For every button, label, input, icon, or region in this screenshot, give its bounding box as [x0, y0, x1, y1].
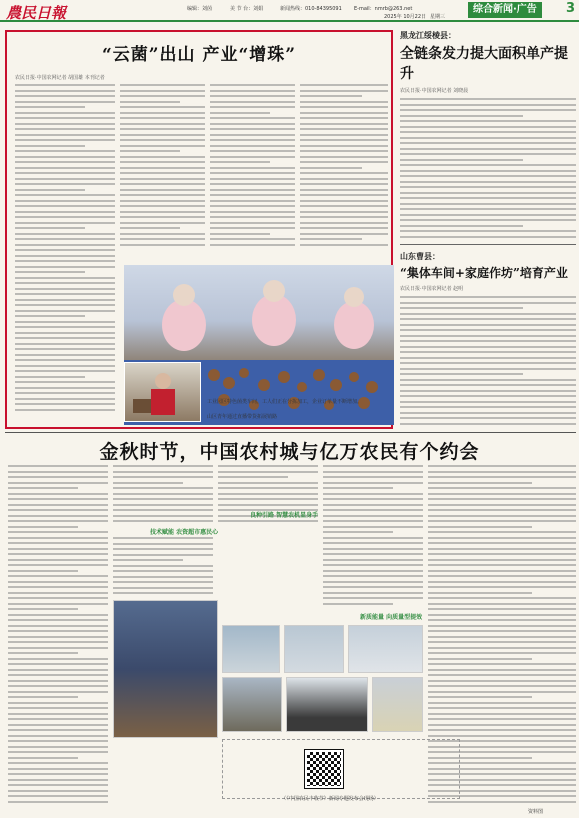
masthead — [0, 0, 579, 22]
footer-credit: 资料图 — [528, 809, 544, 815]
lead-byline: 农民日报·中国农网记者 胡国雄 本刊记者 — [15, 75, 105, 81]
farm-robot-photo — [222, 677, 282, 732]
tracked-vehicle-photo — [286, 677, 368, 732]
story1-kicker: 黑龙江绥棱县： — [400, 30, 456, 40]
subhead-2: 良种引路 智慧农机显身手 — [250, 512, 319, 519]
subhead-3: 新质能量 向质量型提效 — [360, 614, 423, 621]
section-divider — [5, 432, 576, 433]
right-column — [400, 30, 576, 426]
page-number: 3 — [566, 1, 576, 16]
editor-label: 编辑：刘茵 — [187, 6, 213, 12]
lead-text-col-4 — [300, 84, 388, 254]
story2-byline: 农民日报·中国农网记者 赵明 — [400, 286, 464, 292]
exhibit-photo-3 — [348, 625, 423, 673]
lead-text-col-2 — [120, 84, 205, 254]
lead-headline: “云菌”出山 产业“增珠” — [101, 45, 297, 65]
lead-article — [5, 30, 393, 429]
story1-body — [400, 98, 576, 238]
exhibit-photo-1 — [222, 625, 280, 673]
story1-byline: 农民日报·中国农网记者 刘晓晨 — [400, 88, 469, 94]
lead-text-col-1 — [15, 84, 115, 419]
small-photo-caption: 山区青年通过直播带货拓展销路 — [207, 414, 278, 420]
qr-code[interactable] — [305, 750, 343, 788]
date-label: 2025年 10月22日 — [384, 14, 427, 20]
bottom-text-col-2b — [113, 537, 213, 597]
bottom-text-col-2 — [113, 465, 213, 525]
exhibit-photo-2 — [284, 625, 344, 673]
main-photo-caption: 工业园区特色菌类车间，工人们正在分拣加工，企业订单量不断增加。 — [207, 399, 363, 405]
right-divider — [400, 244, 576, 245]
bottom-headline: 金秋时节，中国农村城与亿万农民有个约会 — [99, 441, 480, 463]
story2-kicker: 山东曹县： — [400, 251, 440, 261]
section-tag: 综合新闻·广告 — [468, 2, 542, 18]
lead-text-col-3 — [210, 84, 295, 254]
proof-label: 美 节 台：刘娟 — [230, 6, 264, 12]
bottom-text-col-4 — [323, 465, 423, 610]
livestream-photo — [124, 362, 201, 422]
newspaper-logo: 農民日報 — [6, 4, 67, 22]
bottom-text-col-1 — [8, 465, 108, 805]
story2-headline: “集体车间+家庭作坊”培育产业 — [400, 266, 568, 280]
email-label: E-mail：nmrb@263.net — [354, 6, 413, 12]
weekday-label: 星期三 — [430, 14, 446, 20]
field-photo — [372, 677, 423, 732]
phone-label: 新闻热线：010-84395091 — [280, 6, 342, 12]
story1-headline: 全链条发力提大面积单产提升 — [400, 46, 568, 82]
subhead-1: 技术赋能 农资超市惠民心 — [150, 529, 219, 536]
bottom-photo-caption: （《中国农民丰收节》新闻专题发布会现场） — [281, 796, 379, 802]
event-stage-photo — [113, 600, 218, 738]
story2-body — [400, 296, 576, 426]
